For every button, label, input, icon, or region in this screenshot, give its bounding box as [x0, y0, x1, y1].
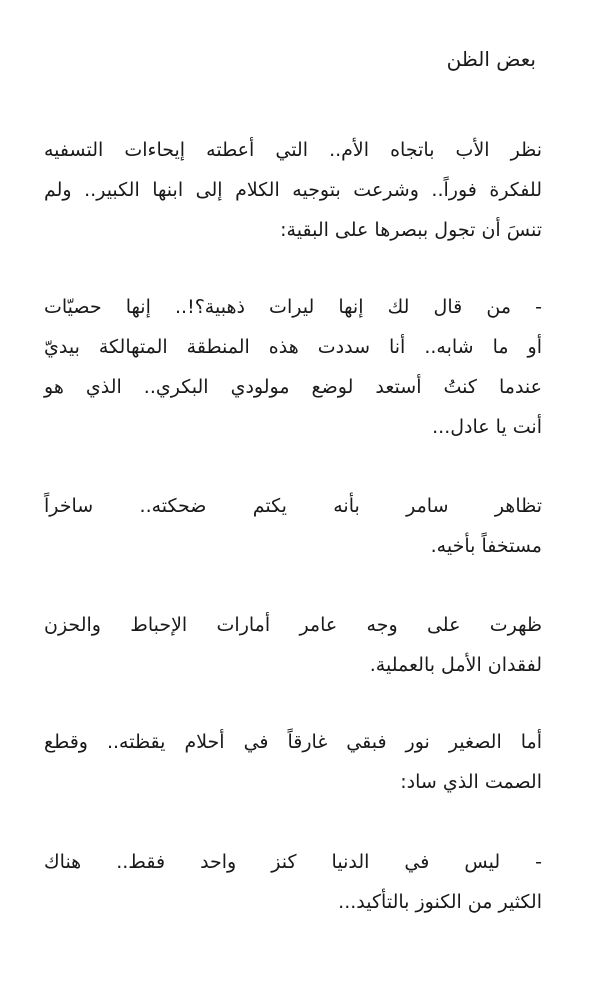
paragraph-2 [44, 287, 542, 447]
text-line: الصمت الذي ساد: [400, 771, 542, 793]
text-line: - من قال لك إنها ليرات ذهبية؟!.. إنها حصيّات [44, 296, 542, 318]
text-line: تظاهر سامر بأنه يكتم ضحكته.. ساخراً [44, 495, 542, 517]
text-line: أو ما شابه.. أنا سددت هذه المنطقة المتهالكة بيديّ [44, 336, 542, 358]
paragraph-6 [44, 842, 542, 922]
text-line: - ليس في الدنيا كنز واحد فقط.. هناك [44, 851, 542, 873]
paragraph-1 [44, 130, 542, 250]
text-line: نظر الأب باتجاه الأم.. التي أعطته إيحاءات التسفيه [44, 139, 542, 161]
text-line: للفكرة فوراً.. وشرعت بتوجيه الكلام إلى ابنها الكبير.. ولم [44, 179, 542, 201]
page-header-note: بعض الظن [446, 47, 536, 71]
paragraph-4 [44, 605, 542, 685]
paragraph-5 [44, 722, 542, 802]
text-line: تنسَ أن تجول ببصرها على البقية: [280, 219, 542, 241]
text-line: لفقدان الأمل بالعملية. [369, 654, 542, 676]
text-line: ظهرت على وجه عامر أمارات الإحباط والحزن [44, 614, 542, 636]
text-line: الكثير من الكنوز بالتأكيد... [338, 891, 542, 913]
text-line: أنت يا عادل... [432, 416, 542, 438]
text-line: عندما كنتُ أستعد لوضع مولودي البكري.. الذي هو [44, 376, 542, 398]
text-line: مستخفاً بأخيه. [430, 535, 542, 557]
paragraph-3 [44, 486, 542, 566]
text-line: أما الصغير نور فبقي غارقاً في أحلام يقظته.. وقطع [44, 731, 542, 753]
